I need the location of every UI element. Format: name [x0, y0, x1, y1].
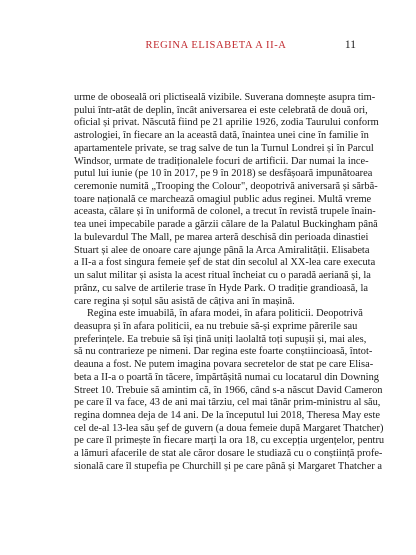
text-line: pe care îl primește în fiecare marți la ora 18, cu excepția urgențelor, pentru — [74, 435, 385, 447]
text-line: Windsor, urmate de tradiționalele focuri de artificii. Dar numai la ince- — [74, 155, 369, 167]
text-line: Regina este imuabilă, în afara modei, în afara politicii. Deopotrivă — [87, 308, 363, 320]
text-line: sională care îl stupefia pe Churchill și pe care până și Margaret Thatcher a — [74, 460, 383, 472]
paragraph-1 — [74, 92, 379, 308]
running-title: REGINA ELISABETA A II-A — [145, 40, 287, 51]
page-number: 11 — [344, 39, 356, 51]
text-line: să nu contrarieze pe nimeni. Dar regina este foarte conștiincioasă, întot- — [74, 346, 373, 358]
paragraph-2 — [74, 308, 385, 473]
text-line: preferințele. Ea trebuie să își țină uniți laolaltă toți supușii și, mai ales, — [74, 333, 367, 345]
text-line: apartamentele private, se trag salve de tun la Turnul Londrei și în Parcul — [74, 142, 374, 154]
text-line: tea unei impecabile parade a gărzii călare de la Palatul Buckingham până — [74, 219, 378, 231]
text-line: oficial și privat. Născută fiind pe 21 aprilie 1926, zodia Taurului conform — [74, 117, 379, 129]
text-line: beta a II-a o poartă în tăcere, împărtășită numai cu locatarul din Downing — [74, 371, 379, 383]
text-line: prânz, cu salve de artilerie trase în Hyde Park. O tradiție grandioasă, la — [74, 282, 368, 294]
text-line: aceasta, călare și în uniformă de colonel, a trecut în revistă trupele înain- — [74, 206, 376, 218]
text-line: regina domnea deja de 14 ani. De la începutul lui 2018, Theresa May este — [74, 409, 380, 421]
text-line: ceremonie numită „Trooping the Colour", deopotrivă aniversară și sărbă- — [74, 181, 378, 193]
text-line: pului într-atât de deplin, încât aniversarea ei este celebrată de două ori, — [74, 104, 368, 116]
text-line: astrologiei, în fiecare an la această dată, înaintea unei cine în familie în — [74, 130, 369, 142]
body-text — [74, 92, 385, 474]
text-line: urme de oboseală ori plictiseală vizibile. Suverana domnește asupra tim- — [74, 92, 376, 103]
text-line: Street 10. Trebuie să amintim că, în 1966, când s-a născut David Cameron — [74, 384, 383, 396]
text-line: deauna a fost. Ne putem imagina povara secretelor de stat pe care Elisa- — [74, 359, 374, 371]
text-line: la bulevardul The Mall, pe marea arteră deschisă din perioada dinastiei — [74, 231, 369, 243]
text-line: a lămuri afacerile de stat ale căror dosare le studiază cu o conștiință profe- — [74, 448, 383, 460]
text-line: toare națională ce marchează omagiul public adus reginei. Multă vreme — [74, 193, 372, 205]
text-line: pe care îl va face, 43 de ani mai târziu, cel mai tânăr prim-ministru al său, — [74, 397, 381, 409]
text-line: care regina și soțul său asistă de câțiva ani în mașină. — [74, 295, 295, 307]
text-line: un salut militar și asista la acest ritual încheiat cu o paradă aeriană și, la — [74, 270, 371, 282]
text-line: putul lui iunie (pe 10 în 2017, pe 9 în 2018) se desfășoară impunătoarea — [74, 168, 373, 180]
running-header — [76, 40, 356, 54]
text-line: deasupra și în afara politicii, ea nu trebuie să-și exprime părerile sau — [74, 320, 358, 332]
text-line: cel de-al 13-lea său șef de guvern (a doua femeie după Margaret Thatcher) — [74, 422, 384, 434]
text-line: a II-a a fost singura femeie șef de stat din secolul al XX-lea care executa — [74, 257, 376, 269]
text-line: Stuart și alee de onoare care ajunge până la Arca Amiralității. Elisabeta — [74, 244, 370, 256]
